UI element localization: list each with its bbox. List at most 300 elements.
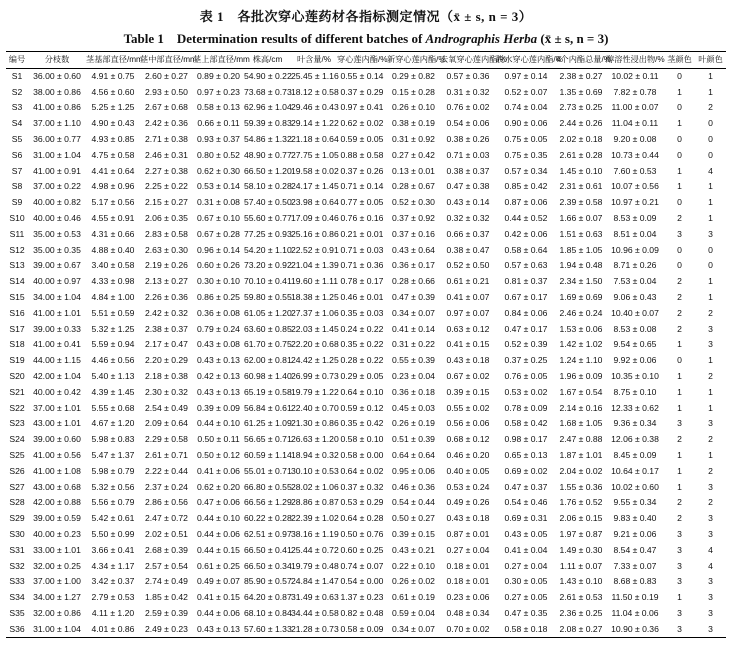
- column-header: 去氧穿心莲内酯/%: [440, 55, 507, 64]
- table-cell: 2: [677, 291, 682, 302]
- table-cell: 5.98 ± 0.79: [91, 465, 135, 476]
- table-cell: 2.06 ± 0.35: [145, 212, 188, 223]
- table-cell: 54.86 ± 1.32: [244, 133, 292, 144]
- table-cell: 0.38 ± 0.19: [392, 118, 435, 129]
- table-cell: 43.00 ± 0.68: [33, 481, 81, 492]
- table-cell: 5.17 ± 0.56: [91, 197, 135, 208]
- table-cell: 0.37 ± 0.29: [340, 86, 384, 97]
- table-cell: 2.09 ± 0.64: [145, 418, 188, 429]
- table-cell: 37.00 ± 1.10: [33, 118, 81, 129]
- batch-id-cell: S6: [11, 149, 23, 160]
- table-cell: 0: [677, 197, 682, 208]
- table-cell: 0.75 ± 0.05: [504, 133, 548, 144]
- table-cell: 0: [677, 70, 682, 81]
- table-cell: 1: [677, 86, 682, 97]
- table-cell: 0.84 ± 0.06: [504, 307, 548, 318]
- table-cell: 0.46 ± 0.01: [340, 291, 384, 302]
- table-cell: 2: [708, 497, 713, 508]
- table-cell: 3: [677, 418, 682, 429]
- table-cell: 2.57 ± 0.54: [145, 560, 188, 571]
- table-row: [6, 132, 726, 148]
- table-cell: 5.32 ± 0.56: [91, 481, 135, 492]
- table-cell: 2: [677, 323, 682, 334]
- table-cell: 3: [708, 228, 713, 239]
- table-cell: 0.71 ± 0.03: [446, 149, 490, 160]
- table-cell: 1: [677, 386, 682, 397]
- table-cell: 1.97 ± 0.87: [559, 528, 603, 539]
- table-cell: 10.96 ± 0.09: [611, 244, 659, 255]
- table-cell: 1: [708, 276, 713, 287]
- table-cell: 1: [708, 181, 713, 192]
- table-cell: 1.24 ± 1.10: [559, 355, 603, 366]
- table-cell: 37.00 ± 1.00: [33, 576, 81, 587]
- table-cell: 39.00 ± 0.59: [33, 513, 81, 524]
- table-cell: 2.67 ± 0.68: [145, 102, 188, 113]
- batch-id-cell: S35: [9, 607, 25, 618]
- batch-id-cell: S32: [9, 560, 25, 571]
- table-cell: 1.96 ± 0.09: [559, 370, 603, 381]
- table-cell: 41.00 ± 0.56: [33, 449, 81, 460]
- table-cell: 12.06 ± 0.38: [611, 434, 659, 445]
- table-cell: 2.73 ± 0.25: [559, 102, 603, 113]
- table-cell: 2.04 ± 0.02: [559, 465, 603, 476]
- table-cell: 0.64 ± 0.28: [340, 513, 384, 524]
- table-cell: 0.44 ± 0.52: [504, 212, 548, 223]
- table-cell: 4.93 ± 0.85: [91, 133, 135, 144]
- table-cell: 0.28 ± 0.66: [392, 276, 435, 287]
- table-cell: 0.58 ± 0.18: [504, 623, 548, 634]
- table-cell: 0.79 ± 0.24: [197, 323, 240, 334]
- batch-id-cell: S8: [11, 181, 23, 192]
- table-cell: 0.28 ± 0.22: [340, 355, 384, 366]
- batch-id-cell: S36: [9, 623, 25, 634]
- table-cell: 2.60 ± 0.27: [145, 70, 188, 81]
- table-title-english: [0, 28, 732, 47]
- table-cell: 0.71 ± 0.14: [340, 181, 384, 192]
- table-cell: 8.53 ± 0.08: [613, 323, 657, 334]
- batch-id-cell: S19: [9, 355, 25, 366]
- table-cell: 59.80 ± 0.55: [244, 291, 292, 302]
- table-cell: 3: [708, 576, 713, 587]
- table-cell: 1: [677, 181, 682, 192]
- table-cell: 0.87 ± 0.01: [446, 528, 490, 539]
- table-cell: 2.19 ± 0.26: [145, 260, 188, 271]
- table-cell: 2.08 ± 0.27: [559, 623, 603, 634]
- table-row: [6, 353, 726, 369]
- table-cell: 0.58 ± 0.13: [197, 102, 240, 113]
- table-cell: 0.36 ± 0.08: [197, 307, 240, 318]
- table-cell: 0.62 ± 0.02: [340, 118, 384, 129]
- table-cell: 1: [708, 449, 713, 460]
- table-cell: 2.14 ± 0.16: [559, 402, 603, 413]
- table-cell: 0.50 ± 0.11: [197, 434, 240, 445]
- table-cell: 8.53 ± 0.09: [613, 212, 657, 223]
- table-cell: 0.55 ± 0.39: [392, 355, 435, 366]
- table-cell: 26.63 ± 1.20: [291, 434, 339, 445]
- table-cell: 0.31 ± 0.08: [197, 197, 240, 208]
- table-cell: 0.61 ± 0.21: [446, 276, 490, 287]
- table-cell: 3: [677, 544, 682, 555]
- table-cell: 2.93 ± 0.50: [145, 86, 188, 97]
- table-cell: 0.71 ± 0.36: [340, 260, 384, 271]
- table-cell: 0.27 ± 0.04: [446, 544, 490, 555]
- table-cell: 2: [708, 102, 713, 113]
- table-cell: 0.43 ± 0.21: [392, 544, 435, 555]
- table-cell: 0.35 ± 0.22: [340, 339, 384, 350]
- table-cell: 0.57 ± 0.36: [446, 70, 490, 81]
- column-header: 茎上部直径/mm: [193, 55, 250, 64]
- table-cell: 1: [708, 197, 713, 208]
- table-cell: 0.21 ± 0.01: [340, 228, 384, 239]
- table-row: [6, 385, 726, 401]
- table-cell: 0.27 ± 0.42: [392, 149, 435, 160]
- table-cell: 0.86 ± 0.25: [197, 291, 240, 302]
- table-cell: 0.26 ± 0.10: [392, 102, 435, 113]
- table-cell: 4: [708, 560, 713, 571]
- table-cell: 2.83 ± 0.58: [145, 228, 188, 239]
- table-cell: 0.41 ± 0.04: [504, 544, 548, 555]
- batch-id-cell: S13: [9, 260, 25, 271]
- batch-id-cell: S26: [9, 465, 25, 476]
- table-cell: 1.51 ± 0.63: [559, 228, 603, 239]
- table-cell: 0: [677, 133, 682, 144]
- table-cell: 3.40 ± 0.58: [91, 260, 135, 271]
- table-cell: 48.90 ± 0.77: [244, 149, 292, 160]
- table-cell: 0.41 ± 0.15: [197, 592, 240, 603]
- table-cell: 0.50 ± 0.12: [197, 449, 240, 460]
- table-cell: 40.00 ± 0.46: [33, 212, 81, 223]
- table-cell: 0.47 ± 0.06: [197, 497, 240, 508]
- table-cell: 12.33 ± 0.62: [611, 402, 659, 413]
- table-cell: 3: [708, 481, 713, 492]
- table-cell: 1.45 ± 0.10: [559, 165, 603, 176]
- batch-id-cell: S10: [9, 212, 25, 223]
- table-cell: 2: [677, 307, 682, 318]
- table-cell: 0.78 ± 0.17: [340, 276, 384, 287]
- table-cell: 4.55 ± 0.91: [91, 212, 135, 223]
- table-cell: 4.34 ± 1.17: [91, 560, 135, 571]
- table-cell: 10.64 ± 0.17: [611, 465, 659, 476]
- table-cell: 3: [708, 607, 713, 618]
- table-cell: 3: [677, 576, 682, 587]
- table-cell: 11.04 ± 0.11: [611, 118, 659, 129]
- table-row: [6, 369, 726, 385]
- table-cell: 0.39 ± 0.09: [197, 402, 240, 413]
- table-cell: 1.68 ± 1.05: [559, 418, 603, 429]
- table-cell: 0.61 ± 0.19: [392, 592, 435, 603]
- header-row: [6, 52, 726, 69]
- table-cell: 0: [677, 355, 682, 366]
- table-cell: 0.32 ± 0.32: [446, 212, 490, 223]
- table-cell: 2: [677, 276, 682, 287]
- table-cell: 9.54 ± 0.65: [613, 339, 657, 350]
- table-cell: 0.29 ± 0.82: [392, 70, 435, 81]
- table-cell: 4.31 ± 0.66: [91, 228, 135, 239]
- table-cell: 5.56 ± 0.79: [91, 497, 135, 508]
- table-cell: 0.53 ± 0.24: [446, 481, 490, 492]
- table-cell: 2.27 ± 0.38: [145, 165, 188, 176]
- table-cell: 5.98 ± 0.83: [91, 434, 135, 445]
- table-cell: 22.20 ± 0.68: [291, 339, 339, 350]
- table-cell: 0.43 ± 0.14: [446, 197, 490, 208]
- table-cell: 0.43 ± 0.18: [446, 355, 490, 366]
- table-cell: 0.53 ± 0.14: [197, 181, 240, 192]
- table-cell: 2.13 ± 0.27: [145, 276, 188, 287]
- table-cell: 2.39 ± 0.58: [559, 197, 603, 208]
- table-cell: 3: [708, 623, 713, 634]
- table-cell: 9.21 ± 0.06: [613, 528, 657, 539]
- table-cell: 7.53 ± 0.04: [613, 276, 657, 287]
- table-cell: 0.80 ± 0.52: [197, 149, 240, 160]
- column-header: 新穿心莲内酯/%: [387, 55, 446, 64]
- table-cell: 9.83 ± 0.40: [613, 513, 657, 524]
- table-cell: 21.28 ± 0.73: [291, 623, 339, 634]
- table-cell: 0.31 ± 0.32: [446, 86, 490, 97]
- table-cell: 38.00 ± 0.86: [33, 86, 81, 97]
- table-cell: 5.51 ± 0.59: [91, 307, 135, 318]
- table-cell: 0.76 ± 0.05: [504, 370, 548, 381]
- table-cell: 21.30 ± 0.86: [291, 418, 339, 429]
- table-cell: 0.52 ± 0.39: [504, 339, 548, 350]
- batch-id-cell: S34: [9, 592, 25, 603]
- table-cell: 0.45 ± 0.03: [392, 402, 435, 413]
- table-cell: 27.75 ± 1.05: [291, 149, 339, 160]
- table-cell: 0.62 ± 0.30: [197, 165, 240, 176]
- table-row: [6, 337, 726, 353]
- table-cell: 0.57 ± 0.34: [504, 165, 548, 176]
- table-cell: 4.88 ± 0.40: [91, 244, 135, 255]
- table-cell: 34.00 ± 1.27: [33, 592, 81, 603]
- table-cell: 61.25 ± 1.09: [244, 418, 292, 429]
- batch-id-cell: S7: [11, 165, 23, 176]
- table-row: [6, 211, 726, 227]
- table-cell: 0: [677, 260, 682, 271]
- table-cell: 24.17 ± 1.45: [291, 181, 339, 192]
- table-cell: 60.22 ± 0.28: [244, 513, 292, 524]
- table-row: [6, 148, 726, 164]
- table-cell: 42.00 ± 1.04: [33, 370, 81, 381]
- table-cell: 0.71 ± 0.03: [340, 244, 384, 255]
- table-cell: 19.60 ± 1.11: [291, 276, 339, 287]
- table-cell: 3: [708, 418, 713, 429]
- table-cell: 37.00 ± 1.01: [33, 402, 81, 413]
- table-cell: 1.53 ± 0.06: [559, 323, 603, 334]
- table-cell: 2.38 ± 0.27: [559, 70, 603, 81]
- table-cell: 0.59 ± 0.12: [340, 402, 384, 413]
- table-cell: 0.37 ± 0.26: [340, 165, 384, 176]
- table-cell: 3: [708, 339, 713, 350]
- column-header: 醇溶性浸出物/%: [606, 55, 665, 64]
- table-cell: 40.00 ± 0.23: [33, 528, 81, 539]
- table-row: [6, 164, 726, 180]
- table-cell: 0.59 ± 0.05: [340, 133, 384, 144]
- table-cell: 0.43 ± 0.05: [504, 528, 548, 539]
- table-cell: 66.50 ± 0.34: [244, 560, 292, 571]
- table-row: [6, 511, 726, 527]
- table-cell: 44.00 ± 1.15: [33, 355, 81, 366]
- table-cell: 0: [677, 149, 682, 160]
- table-row: [6, 290, 726, 306]
- table-cell: 1.67 ± 0.54: [559, 386, 603, 397]
- table-cell: 0.13 ± 0.01: [392, 165, 435, 176]
- table-row: [6, 606, 726, 622]
- table-cell: 57.60 ± 1.33: [244, 623, 292, 634]
- table-cell: 1.42 ± 1.02: [559, 339, 603, 350]
- table-cell: 7.82 ± 0.78: [613, 86, 657, 97]
- table-cell: 0.15 ± 0.28: [392, 86, 435, 97]
- column-header: 编号: [8, 55, 26, 64]
- table-cell: 0.35 ± 0.03: [340, 307, 384, 318]
- table-cell: 0.50 ± 0.76: [340, 528, 384, 539]
- column-header: 株高/cm: [252, 55, 283, 64]
- table-cell: 19.58 ± 0.02: [291, 165, 339, 176]
- table-cell: 0.52 ± 0.07: [504, 86, 548, 97]
- table-cell: 0.46 ± 0.36: [392, 481, 435, 492]
- table-title-chinese: 表 1 各批次穿心莲药材各指标测定情况（x̄ ± s, n = 3）: [199, 9, 533, 24]
- table-cell: 0.47 ± 0.38: [446, 181, 490, 192]
- table-cell: 2.63 ± 0.30: [145, 244, 188, 255]
- table-cell: 8.68 ± 0.83: [613, 576, 657, 587]
- table-cell: 0.98 ± 0.17: [504, 434, 548, 445]
- table-cell: 0.38 ± 0.37: [446, 165, 490, 176]
- table-cell: 2.46 ± 0.31: [145, 149, 188, 160]
- table-cell: 39.00 ± 0.67: [33, 260, 81, 271]
- table-row: [6, 464, 726, 480]
- table-cell: 8.51 ± 0.04: [613, 228, 657, 239]
- table-cell: 0.37 ± 0.25: [504, 355, 548, 366]
- table-cell: 22.52 ± 0.91: [291, 244, 339, 255]
- table-cell: 21.04 ± 1.39: [291, 260, 339, 271]
- table-cell: 0.49 ± 0.26: [446, 497, 490, 508]
- table-cell: 4.91 ± 0.75: [91, 70, 135, 81]
- table-cell: 0.55 ± 0.14: [340, 70, 384, 81]
- batch-id-cell: S12: [9, 244, 25, 255]
- table-cell: 66.50 ± 1.20: [244, 165, 292, 176]
- table-cell: 56.65 ± 0.71: [244, 434, 292, 445]
- batch-id-cell: S2: [11, 86, 23, 97]
- table-cell: 0.61 ± 0.25: [197, 560, 240, 571]
- table-row: [6, 495, 726, 511]
- table-cell: 0.64 ± 0.64: [392, 449, 435, 460]
- table-cell: 3: [677, 228, 682, 239]
- table-cell: 17.09 ± 0.46: [291, 212, 339, 223]
- table-cell: 0.58 ± 0.00: [340, 449, 384, 460]
- table-cell: 7.60 ± 0.53: [613, 165, 657, 176]
- table-row: [6, 590, 726, 606]
- table-cell: 62.51 ± 0.97: [244, 528, 292, 539]
- table-cell: 0.43 ± 0.13: [197, 386, 240, 397]
- table-cell: 0.46 ± 0.20: [446, 449, 490, 460]
- table-cell: 41.00 ± 0.91: [33, 165, 81, 176]
- table-cell: 1: [708, 70, 713, 81]
- table-cell: 0.58 ± 0.10: [340, 434, 384, 445]
- table-cell: 61.05 ± 1.20: [244, 307, 292, 318]
- table-cell: 5.55 ± 0.68: [91, 402, 135, 413]
- table-cell: 5.32 ± 1.25: [91, 323, 135, 334]
- table-cell: 3.42 ± 0.37: [91, 576, 135, 587]
- table-row: [6, 116, 726, 132]
- table-cell: 0.54 ± 0.46: [504, 497, 548, 508]
- table-cell: 2.61 ± 0.71: [145, 449, 188, 460]
- table-row: [6, 527, 726, 543]
- table-cell: 66.50 ± 0.41: [244, 544, 292, 555]
- table-cell: 2.49 ± 0.23: [145, 623, 188, 634]
- table-cell: 28.02 ± 1.06: [291, 481, 339, 492]
- table-cell: 24.84 ± 1.47: [291, 576, 339, 587]
- table-cell: 24.42 ± 1.25: [291, 355, 339, 366]
- table-cell: 0.30 ± 0.10: [197, 276, 240, 287]
- table-cell: 0.40 ± 0.05: [446, 465, 490, 476]
- table-cell: 10.90 ± 0.36: [611, 623, 659, 634]
- table-cell: 42.00 ± 0.88: [33, 497, 81, 508]
- column-header: 叶含量/%: [296, 55, 332, 64]
- table-cell: 2: [677, 497, 682, 508]
- table-cell: 2.25 ± 0.22: [145, 181, 188, 192]
- table-row: [6, 448, 726, 464]
- table-cell: 0.47 ± 0.35: [504, 607, 548, 618]
- table-cell: 0.58 ± 0.09: [340, 623, 384, 634]
- table-cell: 5.25 ± 1.25: [91, 102, 135, 113]
- table-cell: 4: [708, 544, 713, 555]
- table-cell: 36.00 ± 0.60: [33, 70, 81, 81]
- table-cell: 61.70 ± 0.75: [244, 339, 292, 350]
- table-cell: 0.44 ± 0.10: [197, 418, 240, 429]
- table-cell: 0.27 ± 0.04: [504, 560, 548, 571]
- table-cell: 0.74 ± 0.04: [504, 102, 548, 113]
- table-cell: 5.47 ± 1.37: [91, 449, 135, 460]
- table-cell: 0.26 ± 0.02: [392, 576, 435, 587]
- table-cell: 0.44 ± 0.10: [197, 513, 240, 524]
- table-cell: 0.63 ± 0.12: [446, 323, 490, 334]
- table-cell: 0.39 ± 0.15: [392, 528, 435, 539]
- table-cell: 2.22 ± 0.44: [145, 465, 188, 476]
- batch-id-cell: S16: [9, 307, 25, 318]
- table-cell: 33.00 ± 1.01: [33, 544, 81, 555]
- table-cell: 0.36 ± 0.18: [392, 386, 435, 397]
- table-cell: 29.14 ± 1.22: [291, 118, 339, 129]
- table-cell: 0.89 ± 0.20: [197, 70, 240, 81]
- column-header: 脱水穿心莲内酯/%: [496, 55, 563, 64]
- table-cell: 2: [708, 307, 713, 318]
- table-cell: 0.43 ± 0.64: [392, 244, 435, 255]
- table-cell: 0.34 ± 0.07: [392, 307, 435, 318]
- table-cell: 29.46 ± 0.43: [291, 102, 339, 113]
- table-cell: 0.44 ± 0.15: [197, 544, 240, 555]
- table-cell: 0.58 ± 0.64: [504, 244, 548, 255]
- table-row: [6, 195, 726, 211]
- table-cell: 0.93 ± 0.37: [197, 133, 240, 144]
- table-cell: 0.38 ± 0.47: [446, 244, 490, 255]
- table-row: [6, 416, 726, 432]
- table-cell: 0.37 ± 0.16: [392, 228, 435, 239]
- table-cell: 2.36 ± 0.25: [559, 607, 603, 618]
- table-body: [6, 68, 726, 638]
- table-cell: 0.42 ± 0.06: [504, 228, 548, 239]
- table-cell: 54.90 ± 0.22: [244, 70, 292, 81]
- table-cell: 0.97 ± 0.41: [340, 102, 384, 113]
- table-row: [6, 543, 726, 559]
- table-cell: 2.30 ± 0.32: [145, 386, 188, 397]
- table-cell: 68.10 ± 0.84: [244, 607, 292, 618]
- column-header: 茎颜色: [667, 55, 692, 64]
- table-cell: 1.49 ± 0.30: [559, 544, 603, 555]
- table-cell: 60.59 ± 1.14: [244, 449, 292, 460]
- table-cell: 2.31 ± 0.61: [559, 181, 603, 192]
- batch-id-cell: S17: [9, 323, 25, 334]
- table-cell: 10.40 ± 0.07: [611, 307, 659, 318]
- batch-id-cell: S28: [9, 497, 25, 508]
- table-cell: 0.67 ± 0.10: [197, 212, 240, 223]
